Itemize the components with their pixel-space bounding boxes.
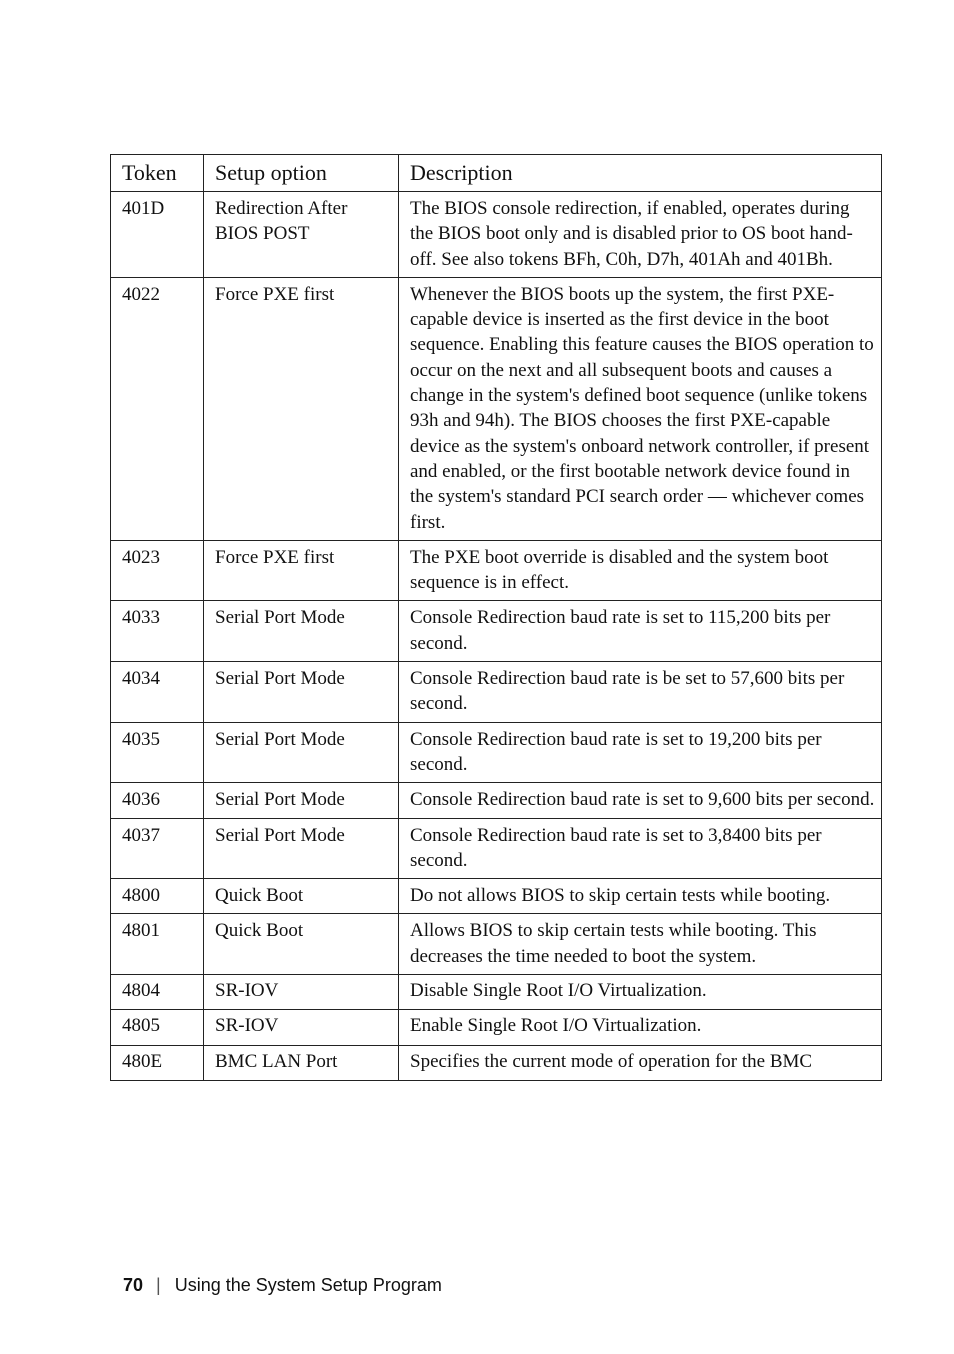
description-cell: Console Redirection baud rate is set to 3,8400 bits per second.	[399, 818, 882, 879]
description-cell: Enable Single Root I/O Virtualization.	[399, 1010, 882, 1045]
token-cell: 4035	[111, 722, 204, 783]
table-row	[111, 818, 882, 879]
token-cell: 4036	[111, 783, 204, 818]
description-cell: Console Redirection baud rate is set to 115,200 bits per second.	[399, 601, 882, 662]
option-cell: Force PXE first	[204, 540, 399, 601]
option-cell: Redirection After BIOS POST	[204, 192, 399, 278]
table-row	[111, 783, 882, 818]
description-cell: Console Redirection baud rate is set to 19,200 bits per second.	[399, 722, 882, 783]
option-cell: Serial Port Mode	[204, 818, 399, 879]
section-title: Using the System Setup Program	[174, 1274, 442, 1295]
option-cell: Quick Boot	[204, 914, 399, 975]
description-cell: The BIOS console redirection, if enabled, operates during the BIOS boot only and is disabled prior to OS boot hand-off. See also tokens BFh, C0h, D7h, 401Ah and 401Bh.	[399, 192, 882, 278]
token-cell: 4805	[111, 1010, 204, 1045]
option-cell: SR-IOV	[204, 975, 399, 1010]
option-cell: Force PXE first	[204, 277, 399, 540]
description-cell: Do not allows BIOS to skip certain tests while booting.	[399, 879, 882, 914]
table-row	[111, 662, 882, 723]
option-cell: Serial Port Mode	[204, 783, 399, 818]
option-cell: Quick Boot	[204, 879, 399, 914]
description-cell: Console Redirection baud rate is set to 9,600 bits per second.	[399, 783, 882, 818]
token-cell: 480E	[111, 1045, 204, 1080]
token-cell: 401D	[111, 192, 204, 278]
option-cell: Serial Port Mode	[204, 722, 399, 783]
table-row	[111, 914, 882, 975]
token-cell: 4022	[111, 277, 204, 540]
table-row	[111, 540, 882, 601]
description-cell: Disable Single Root I/O Virtualization.	[399, 975, 882, 1010]
option-cell: Serial Port Mode	[204, 662, 399, 723]
header-setup-option: Setup option	[204, 155, 399, 192]
table-row	[111, 975, 882, 1010]
description-cell: Allows BIOS to skip certain tests while booting. This decreases the time needed to boot the system.	[399, 914, 882, 975]
table-row	[111, 1045, 882, 1080]
token-cell: 4023	[111, 540, 204, 601]
description-cell: Specifies the current mode of operation for the BMC	[399, 1045, 882, 1080]
token-cell: 4037	[111, 818, 204, 879]
option-cell: SR-IOV	[204, 1010, 399, 1045]
table-row	[111, 277, 882, 540]
description-cell: Console Redirection baud rate is be set to 57,600 bits per second.	[399, 662, 882, 723]
table-header-row	[111, 155, 882, 192]
token-cell: 4034	[111, 662, 204, 723]
option-cell: Serial Port Mode	[204, 601, 399, 662]
table-row	[111, 1010, 882, 1045]
table-row	[111, 601, 882, 662]
token-cell: 4033	[111, 601, 204, 662]
table-row	[111, 879, 882, 914]
table-row	[111, 722, 882, 783]
page-number: 70	[123, 1274, 144, 1295]
page-footer	[123, 1272, 442, 1298]
token-cell: 4801	[111, 914, 204, 975]
table-row	[111, 192, 882, 278]
header-description: Description	[399, 155, 882, 192]
header-token: Token	[111, 155, 204, 192]
option-cell: BMC LAN Port	[204, 1045, 399, 1080]
footer-separator: |	[156, 1274, 161, 1295]
token-cell: 4800	[111, 879, 204, 914]
token-cell: 4804	[111, 975, 204, 1010]
token-table	[110, 154, 882, 1081]
description-cell: Whenever the BIOS boots up the system, the first PXE-capable device is inserted as the first device in the boot sequence. Enabling this feature causes the BIOS operation to occur on the next and all subsequent boots and causes a change in the system's defined boot sequence (unlike tokens 93h and 94h). The BIOS chooses the first PXE-capable device as the system's onboard network controller, if present and enabled, or the first bootable network device found in the system's standard PCI search order — whichever comes first.	[399, 277, 882, 540]
description-cell: The PXE boot override is disabled and the system boot sequence is in effect.	[399, 540, 882, 601]
